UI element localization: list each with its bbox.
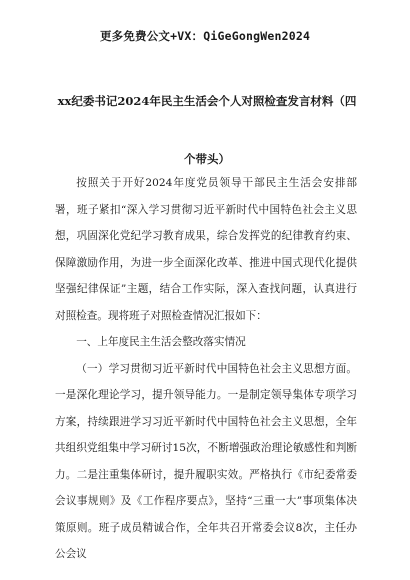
section-heading: 一、上年度民主生活会整改落实情况 [76, 336, 246, 348]
promo-header: 更多免费公文+VX：QiGeGongWen2024 [99, 29, 311, 43]
document-body [55, 170, 357, 568]
subsection-paragraph: （一）学习贯彻习近平新时代中国特色社会主义思想方面。一是深化理论学习，提升领导能力。一是制定领导集体专项学习方案，持续跟进学习习近平新时代中国特色社会主义思想，全年共组织党组集中学习研讨15次，不断增强政治理论敏感性和判断力。二是注重集体研讨，提升履职实效。严格执行《市纪委常委会议事规则》及《工作程序要点》，坚持“三重一大”事项集体决策原则。班子成员精诚合作，全年共召开常委会议8次，主任办公会议 [55, 362, 357, 560]
document-title: xx纪委书记2024年民主生活会个人对照检查发言材料（四个带头） [57, 94, 357, 166]
intro-paragraph: 按照关于开好2024年度党员领导干部民主生活会安排部署，班子紧扣“深入学习贯彻习近平新时代中国特色社会主义思想，巩固深化党纪学习教育成果，综合发挥党的纪律教育约束、保障激励作用，为进一步全面深化改革、推进中国式现代化提供坚强纪律保证”主题，结合工作实际，深入查找问题，认真进行对照检查。现将班子对照检查情况汇报如下： [55, 177, 357, 322]
